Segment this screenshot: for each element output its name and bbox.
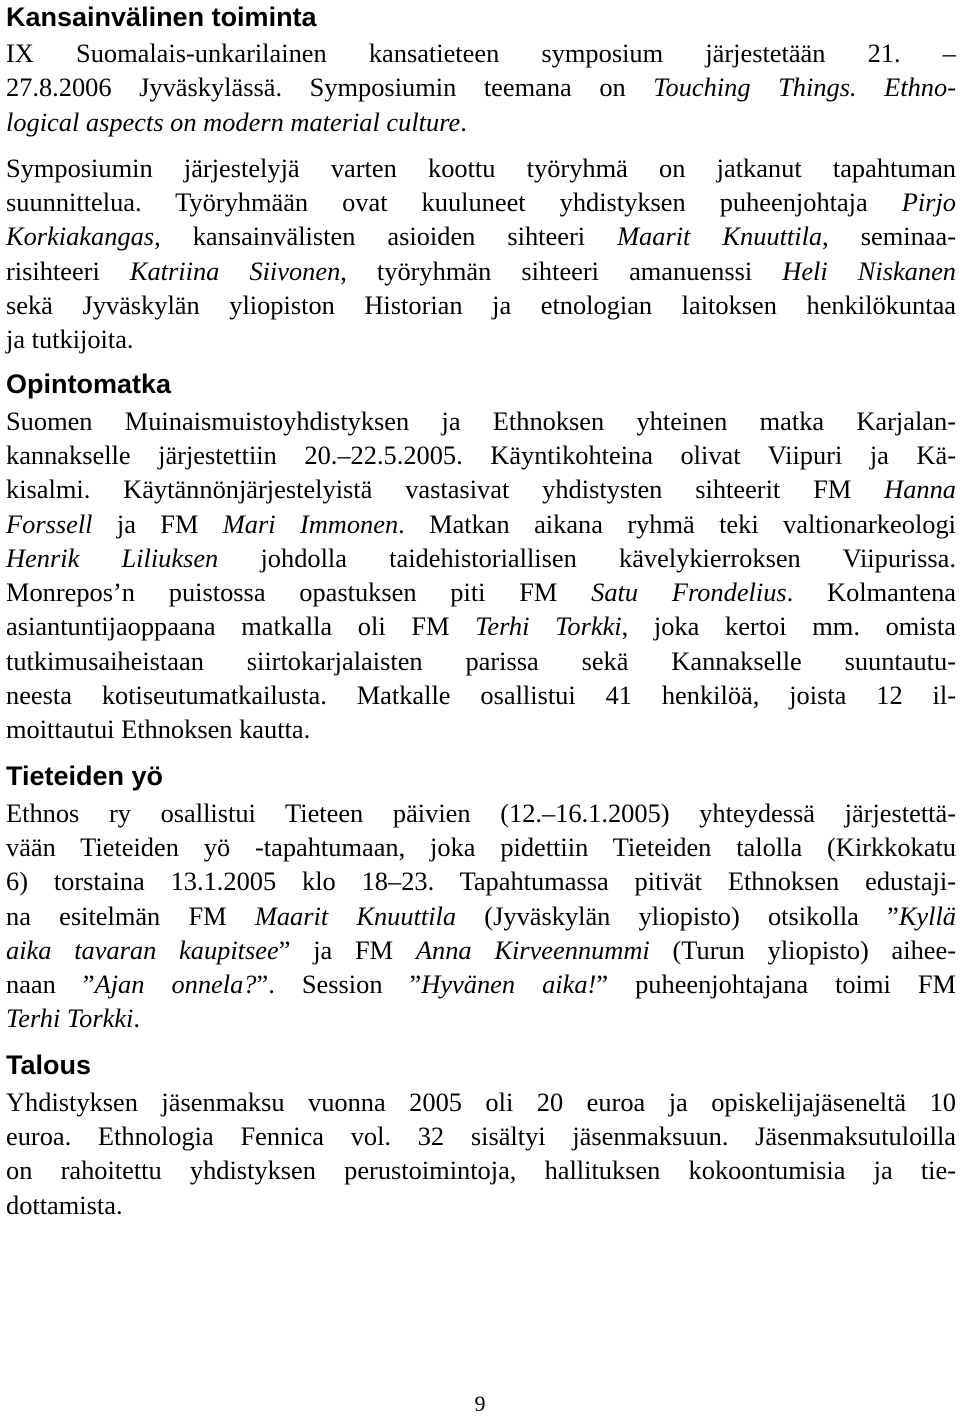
text-line xyxy=(6,575,956,609)
text-run: na esitelmän FM xyxy=(6,900,255,931)
paragraph-study-trip xyxy=(6,404,956,747)
text-line xyxy=(6,185,956,219)
text-run: dottamista. xyxy=(6,1189,123,1220)
text-run: Yhdistyksen jäsenmaksu vuonna 2005 oli 20 euroa ja opiskelijajäseneltä 10 xyxy=(6,1086,956,1117)
text-line xyxy=(6,1085,956,1119)
paragraph-working-group xyxy=(6,151,956,357)
text-run: vään Tieteiden yö -tapahtumaan, joka pidettiin Tieteiden talolla (Kirkkokatu xyxy=(6,831,956,862)
text-line xyxy=(6,1119,956,1153)
text-run: ja FM xyxy=(92,508,223,539)
text-run: IX Suomalais-unkarilainen kansatieteen symposium järjestetään 21. – xyxy=(6,38,956,68)
text-line xyxy=(6,967,956,1001)
text-line xyxy=(6,438,956,472)
paragraph-symposium xyxy=(6,36,956,139)
section-heading-tieteiden-yo: Tieteiden yö xyxy=(6,760,164,791)
text-line xyxy=(6,609,956,643)
italic-text: Maarit Knuuttila xyxy=(617,221,823,252)
text-run: . xyxy=(133,1003,140,1034)
text-line xyxy=(6,70,956,104)
text-line xyxy=(6,678,956,712)
italic-text: Touching Things. Ethno- xyxy=(653,72,956,103)
text-run: suunnittelua. Työryhmään ovat kuuluneet yhdistyksen puheenjohtaja xyxy=(6,187,902,218)
text-run: kannakselle järjestettiin 20.–22.5.2005. Käyntikohteina olivat Viipuri ja Kä- xyxy=(6,439,956,470)
text-line xyxy=(6,288,956,322)
italic-text: Hanna xyxy=(884,474,956,505)
text-line xyxy=(6,712,956,746)
text-run: ja tutkijoita. xyxy=(6,324,134,355)
text-line xyxy=(6,254,956,288)
text-run: , työryhmän sihteeri amanuenssi xyxy=(340,255,783,286)
text-run: johdolla taidehistoriallisen kävelykierroksen Viipurissa. xyxy=(218,542,956,573)
italic-text: Kyllä xyxy=(898,900,956,931)
italic-text: Mari Immonen xyxy=(222,508,399,539)
text-run: , seminaa- xyxy=(822,221,956,252)
text-run: , kansainvälisten asioiden sihteeri xyxy=(154,221,618,252)
italic-text: Satu Frondelius xyxy=(591,577,787,608)
text-run: on rahoitettu yhdistyksen perustoimintoja, hallituksen kokoontumisia ja tie- xyxy=(6,1155,956,1186)
italic-text: Maarit Knuuttila xyxy=(254,900,457,931)
text-run: ”. Session ” xyxy=(256,969,422,1000)
text-run: (Jyväskylän yliopisto) otsikolla ” xyxy=(456,900,899,931)
italic-text: Pirjo xyxy=(901,187,956,218)
text-line xyxy=(6,472,956,506)
text-line xyxy=(6,219,956,253)
italic-text: Korkiakangas xyxy=(6,221,155,252)
text-line xyxy=(6,36,956,70)
text-line xyxy=(6,899,956,933)
text-run: sekä Jyväskylän yliopiston Historian ja etnologian laitoksen henkilökuntaa xyxy=(6,290,956,321)
text-run: kisalmi. Käytännönjärjestelyistä vastasivat yhdistysten sihteerit FM xyxy=(6,474,885,505)
text-line xyxy=(6,151,956,185)
text-run: tutkimusaiheistaan siirtokarjalaisten parissa sekä Kannakselle suuntautu- xyxy=(6,645,956,676)
italic-text: Terhi Torkki xyxy=(6,1003,134,1034)
text-run: 27.8.2006 Jyväskylässä. Symposiumin teemana on xyxy=(6,72,654,103)
text-run: . Kolmantena xyxy=(786,577,956,608)
text-line xyxy=(6,933,956,967)
text-run: asiantuntijaoppaana matkalla oli FM xyxy=(6,611,476,642)
text-run: . Matkan aikana ryhmä teki valtionarkeologi xyxy=(398,508,956,539)
text-run: neesta kotiseutumatkailusta. Matkalle osallistui 41 henkilöä, joista 12 il- xyxy=(6,680,956,711)
text-run: Symposiumin järjestelyjä varten koottu työryhmä on jatkanut tapahtuman xyxy=(6,152,956,183)
section-heading-opintomatka: Opintomatka xyxy=(6,368,172,399)
page-number: 9 xyxy=(474,1391,486,1416)
text-line xyxy=(6,404,956,438)
italic-text: logical aspects on modern material culture xyxy=(6,106,461,137)
text-line xyxy=(6,1153,956,1187)
italic-text: Forssell xyxy=(6,508,93,539)
text-run: , joka kertoi mm. omista xyxy=(621,611,956,642)
text-run: . xyxy=(460,106,467,137)
text-line xyxy=(6,507,956,541)
text-line xyxy=(6,322,956,356)
italic-text: Hyvänen aika! xyxy=(421,969,597,1000)
text-line xyxy=(6,1188,956,1222)
text-run: (Turun yliopisto) aihee- xyxy=(649,934,957,965)
text-run: moittautui Ethnoksen kautta. xyxy=(6,714,311,745)
text-line xyxy=(6,644,956,678)
text-run: ” ja FM xyxy=(278,934,416,965)
italic-text: Anna Kirveennummi xyxy=(415,934,650,965)
text-line xyxy=(6,864,956,898)
italic-text: Ajan onnela? xyxy=(94,969,257,1000)
italic-text: Henrik Liliuksen xyxy=(6,542,219,573)
text-line xyxy=(6,830,956,864)
text-line xyxy=(6,105,956,139)
text-run: Monrepos’n puistossa opastuksen piti FM xyxy=(6,577,592,608)
text-run: 6) torstaina 13.1.2005 klo 18–23. Tapahtumassa pitivät Ethnoksen edustaji- xyxy=(6,866,956,897)
text-line xyxy=(6,541,956,575)
text-line xyxy=(6,1001,956,1035)
section-heading-kansainvalinen-toiminta: Kansainvälinen toiminta xyxy=(6,2,317,32)
italic-text: Heli Niskanen xyxy=(782,255,956,286)
italic-text: Terhi Torkki xyxy=(475,611,622,642)
text-line xyxy=(6,796,956,830)
section-heading-talous: Talous xyxy=(6,1049,92,1080)
text-run: naan ” xyxy=(6,969,95,1000)
text-run: euroa. Ethnologia Fennica vol. 32 sisältyi jäsenmaksuun. Jäsenmaksutuloilla xyxy=(6,1121,956,1152)
page-content xyxy=(6,0,956,1222)
italic-text: Katriina Siivonen xyxy=(129,255,341,286)
text-run: risihteeri xyxy=(6,255,130,286)
text-run: ” puheenjohtajana toimi FM xyxy=(596,969,956,1000)
paragraph-finances xyxy=(6,1085,956,1222)
paragraph-science-night xyxy=(6,796,956,1036)
italic-text: aika tavaran kaupitsee xyxy=(6,934,279,965)
text-run: Suomen Muinaismuistoyhdistyksen ja Ethnoksen yhteinen matka Karjalan- xyxy=(6,405,956,436)
text-run: Ethnos ry osallistui Tieteen päivien (12.–16.1.2005) yhteydessä järjestettä- xyxy=(6,797,956,828)
